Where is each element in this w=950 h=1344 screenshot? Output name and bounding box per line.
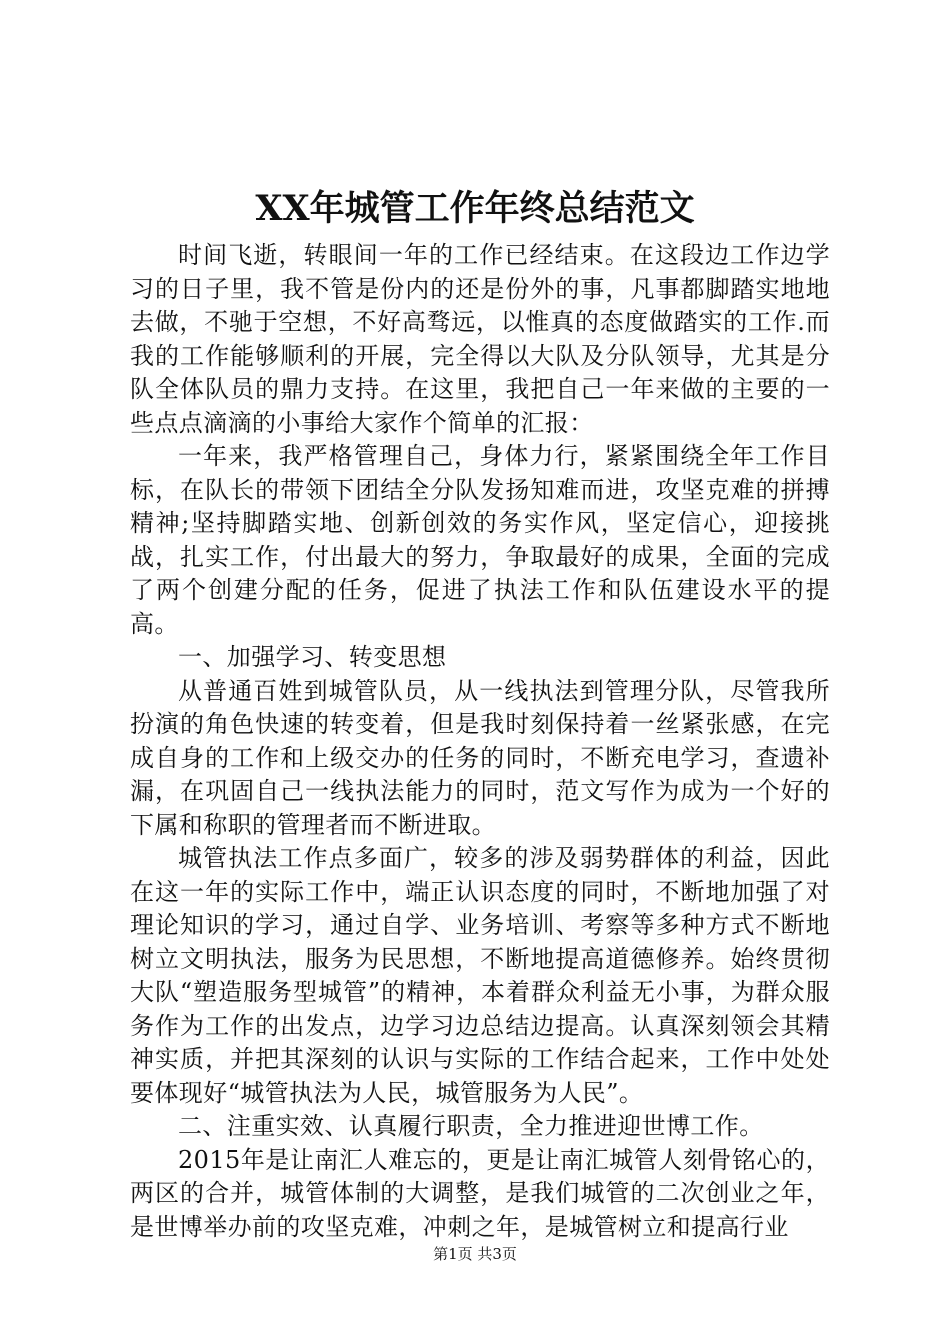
document-body	[130, 239, 830, 1244]
paragraph-2015: 2015年是让南汇人难忘的，更是让南汇城管人刻骨铭心的，两区的合并，城管体制的大调整，是我们城管的二次创业之年，是世博举办前的攻坚克难，冲刺之年，是城管树立和提高行业	[130, 1145, 830, 1241]
paragraph-study-1: 从普通百姓到城管队员，从一线执法到管理分队，尽管我所扮演的角色快速的转变着，但是我时刻保持着一丝紧张感，在完成自身的工作和上级交办的任务的同时，不断充电学习，查遗补漏，在巩固自己一线执法能力的同时，范文写作为成为一个好的下属和称职的管理者而不断进取。	[130, 676, 830, 839]
page-footer: 第1页 共3页	[433, 1245, 517, 1263]
paragraph-summary: 一年来，我严格管理自己，身体力行，紧紧围绕全年工作目标，在队长的带领下团结全分队发扬知难而进，攻坚克难的拼搏精神;坚持脚踏实地、创新创效的务实作风，坚定信心，迎接挑战，扎实工作，付出最大的努力，争取最好的成果，全面的完成了两个创建分配的任务，促进了执法工作和队伍建设水平的提高。	[130, 442, 830, 638]
document-title: XX年城管工作年终总结范文	[255, 188, 695, 229]
paragraph-study-2: 城管执法工作点多面广，较多的涉及弱势群体的利益，因此在这一年的实际工作中，端正认识态度的同时，不断地加强了对理论知识的学习，通过自学、业务培训、考察等多种方式不断地树立文明执法，服务为民思想，不断地提高道德修养。始终贯彻大队“塑造服务型城管”的精神，本着群众利益无小事，为群众服务作为工作的出发点，边学习边总结边提高。认真深刻领会其精神实质，并把其深刻的认识与实际的工作结合起来，工作中处处要体现好“城管执法为人民，城管服务为人民”。	[130, 844, 830, 1107]
paragraph-intro: 时间飞逝，转眼间一年的工作已经结束。在这段边工作边学习的日子里，我不管是份内的还是份外的事，凡事都脚踏实地地去做，不驰于空想，不好高骛远，以惟真的态度做踏实的工作.而我的工作能够顺利的开展，完全得以大队及分队领导，尤其是分队全体队员的鼎力支持。在这里，我把自己一年来做的主要的一些点点滴滴的小事给大家作个简单的汇报：	[130, 241, 830, 437]
section-heading-1: 一、加强学习、转变思想	[178, 643, 447, 671]
section-heading-2: 二、注重实效、认真履行职责，全力推进迎世博工作。	[178, 1112, 764, 1140]
